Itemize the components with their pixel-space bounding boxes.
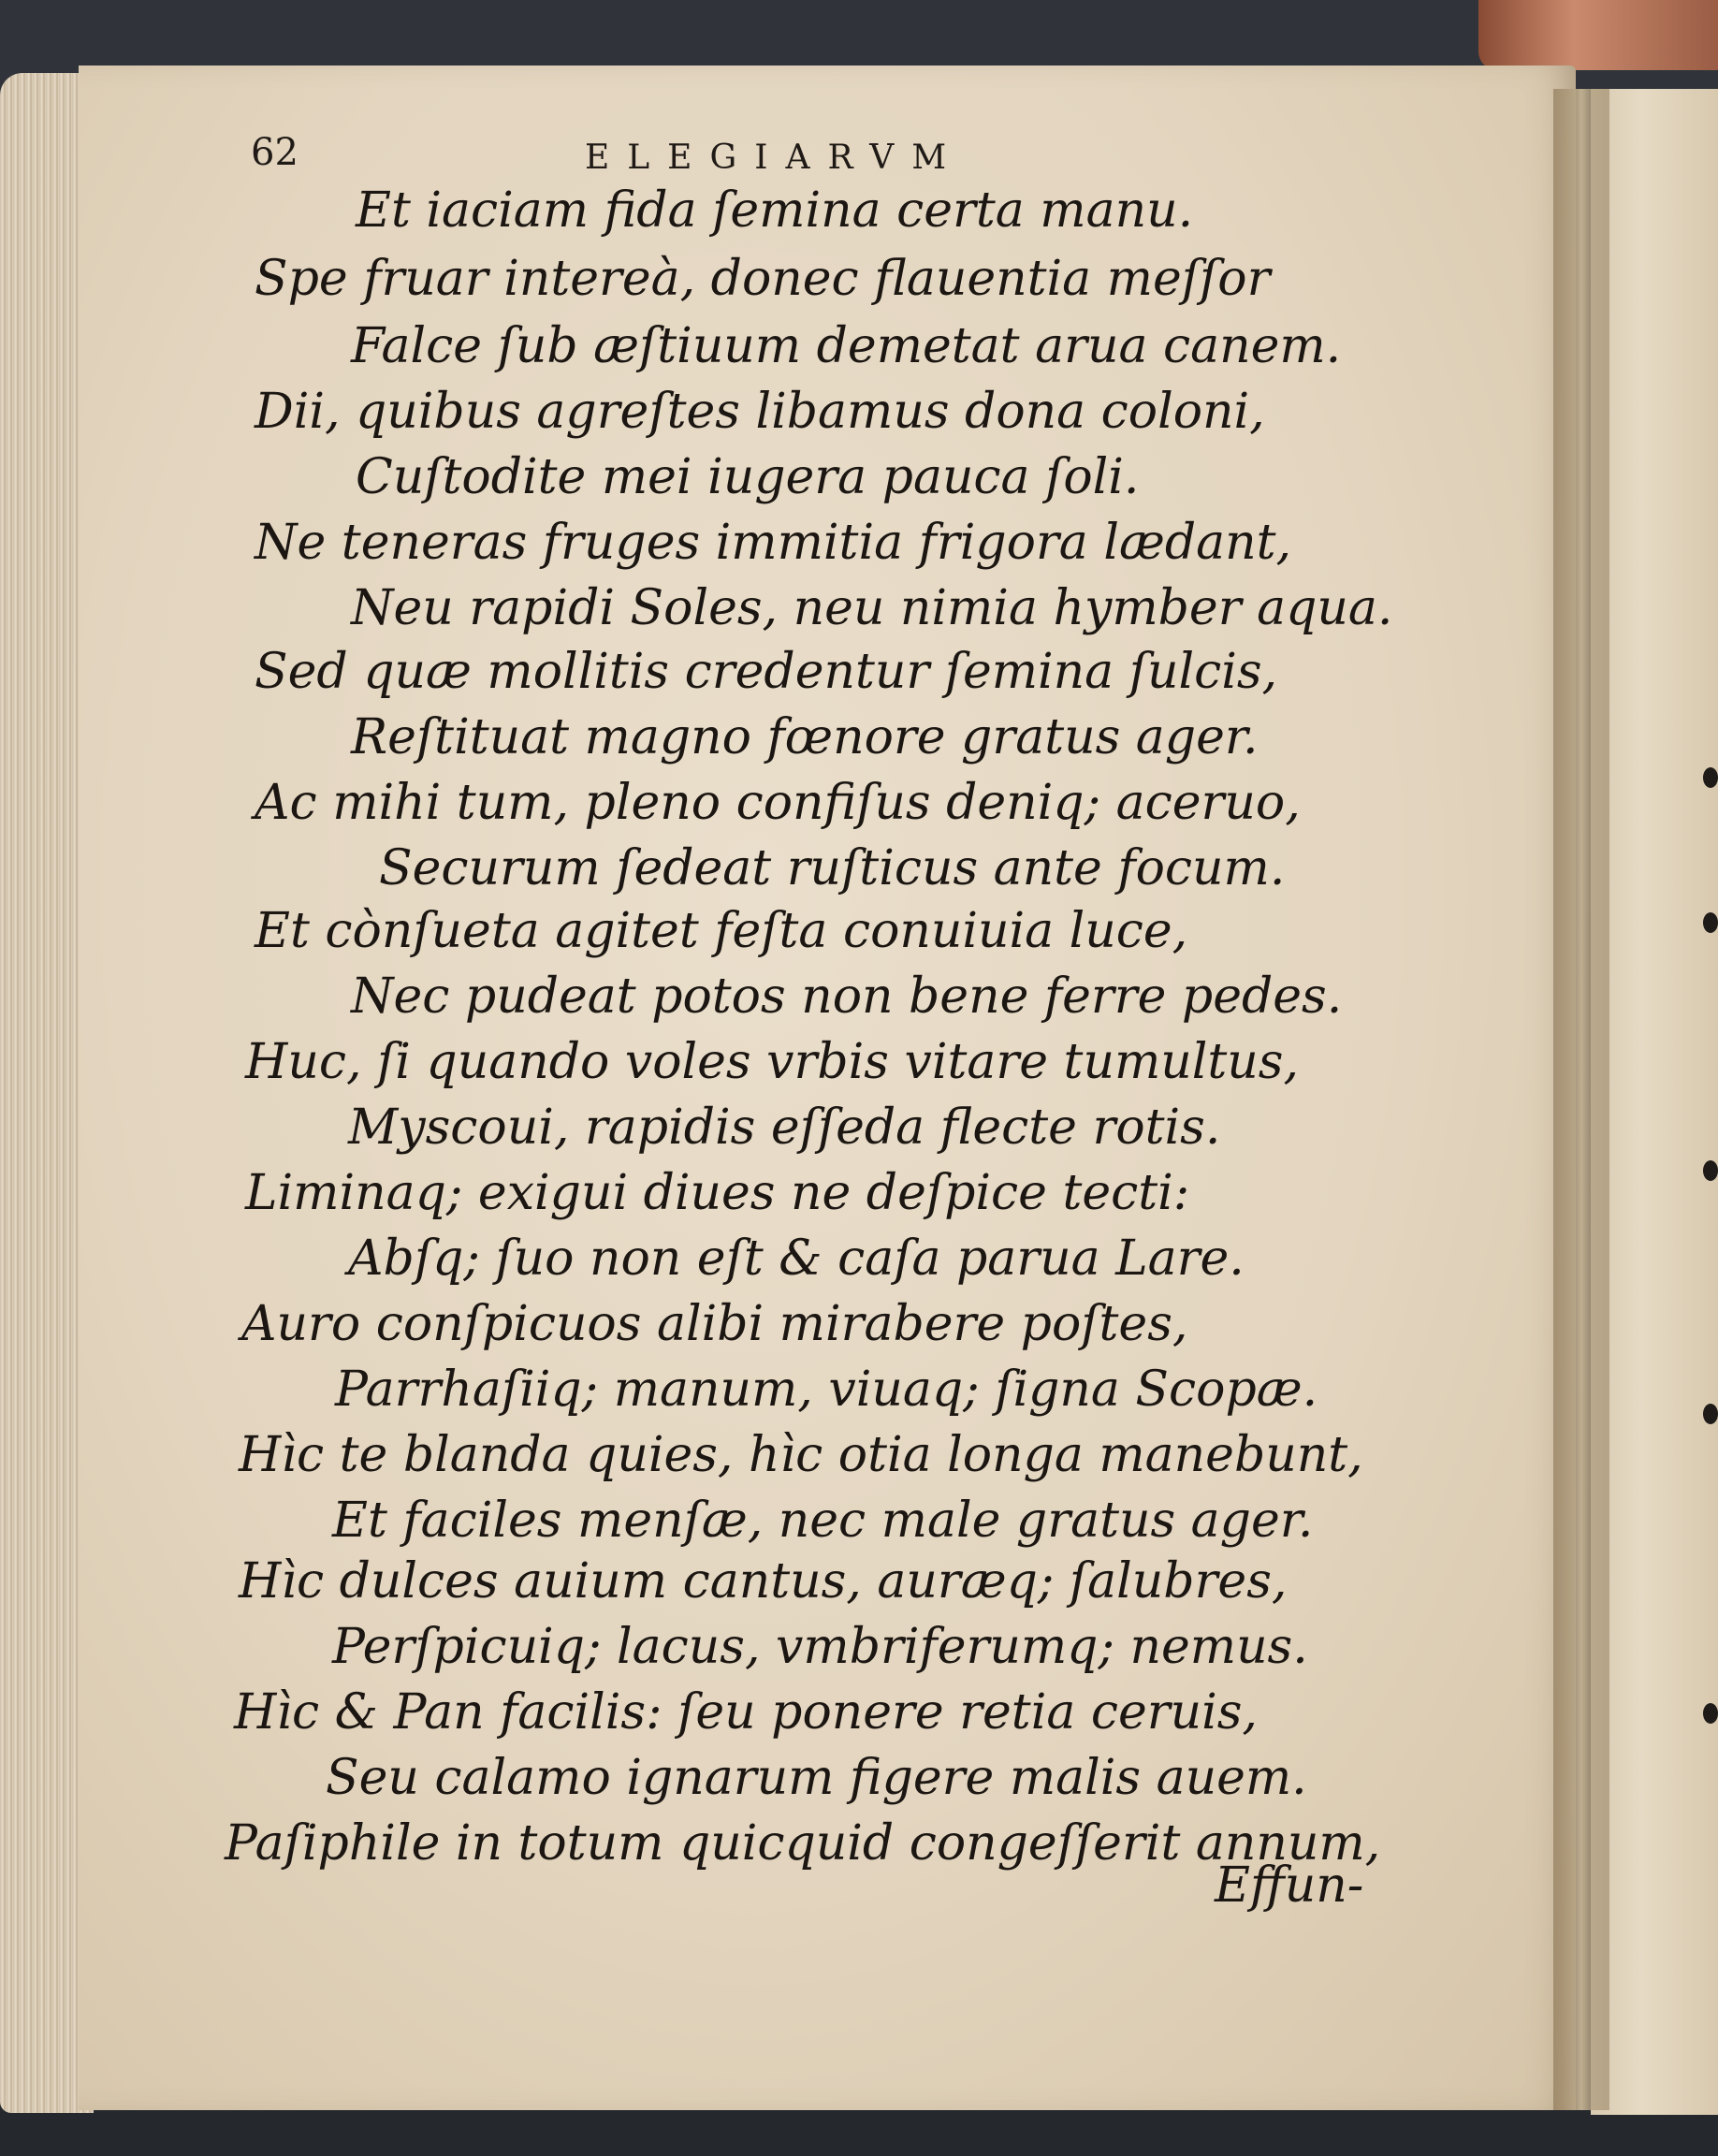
verse-line: Securum ſedeat ruſticus ante focum. xyxy=(379,840,1286,896)
verse-line: Falce ſub æſtiuum demetat arua canem. xyxy=(351,318,1342,374)
verse-line: Et cònſueta agitet feſta conuiuia luce, xyxy=(255,903,1188,959)
verse-line: Hìc & Pan facilis: ſeu ponere retia ceruis, xyxy=(234,1684,1258,1741)
verse-line: Neu rapidi Soles, neu nimia hymber aqua. xyxy=(351,580,1393,636)
verse-line: Abſq; ſuo non eſt & caſa parua Lare. xyxy=(348,1231,1245,1287)
ink-mark xyxy=(1703,1160,1718,1181)
verse-line: Myscoui, rapidis eſſeda flecte rotis. xyxy=(348,1100,1221,1156)
verse-line: Huc, ſi quando voles vrbis vitare tumultus, xyxy=(245,1034,1299,1090)
page-header xyxy=(0,131,1718,187)
verse-line: Seu calamo ignarum figere malis auem. xyxy=(326,1750,1307,1806)
ink-mark xyxy=(1703,1703,1718,1724)
verse-line: Et faciles menſæ, nec male gratus ager. xyxy=(332,1493,1314,1549)
catchword: Effun- xyxy=(1215,1857,1364,1914)
verse-line: Hìc te blanda quies, hìc otia longa manebunt, xyxy=(239,1427,1363,1483)
verse-line: Cuſtodite mei iugera pauca ſoli. xyxy=(356,449,1140,505)
verse-line: Reſtituat magno fœnore gratus ager. xyxy=(351,709,1259,765)
page-number: 62 xyxy=(251,131,298,174)
running-head: ELEGIARVM xyxy=(585,138,965,177)
verse-line: Et iaciam fida ſemina certa manu. xyxy=(356,182,1194,239)
ink-mark xyxy=(1703,1404,1718,1424)
ink-mark xyxy=(1703,767,1718,788)
verse-line: Perſpicuiq; lacus, vmbriferumq; nemus. xyxy=(332,1619,1308,1675)
verse-line: Parrhaſiiq; manum, viuaq; ſigna Scopæ. xyxy=(335,1362,1318,1418)
book-cover-corner xyxy=(1478,0,1718,70)
verse-line: Hìc dulces auium cantus, auræq; ſalubres, xyxy=(239,1553,1288,1610)
verse-line: Spe fruar intereà, donec flauentia meſſor xyxy=(255,251,1271,307)
verse-line: Auro conſpicuos alibi mirabere poſtes, xyxy=(241,1296,1188,1352)
verse-line: Ac mihi tum, pleno confiſus deniq; aceruo, xyxy=(255,775,1301,831)
facing-page-edge xyxy=(1591,89,1718,2115)
page-gutter xyxy=(1553,89,1609,2110)
verse-line: Liminaq; exigui diues ne deſpice tecti: xyxy=(245,1165,1190,1221)
ink-mark xyxy=(1703,912,1718,933)
verse-line: Nec pudeat potos non bene ferre pedes. xyxy=(351,969,1343,1025)
verse-line: Sed quæ mollitis credentur ſemina ſulcis, xyxy=(255,644,1278,700)
verse-line: Dii, quibus agreſtes libamus dona coloni, xyxy=(255,384,1265,440)
verse-line: Ne teneras fruges immitia frigora lædant, xyxy=(255,515,1292,571)
verse-line: Paſiphile in totum quicquid congeſſerit annum, xyxy=(225,1815,1381,1872)
